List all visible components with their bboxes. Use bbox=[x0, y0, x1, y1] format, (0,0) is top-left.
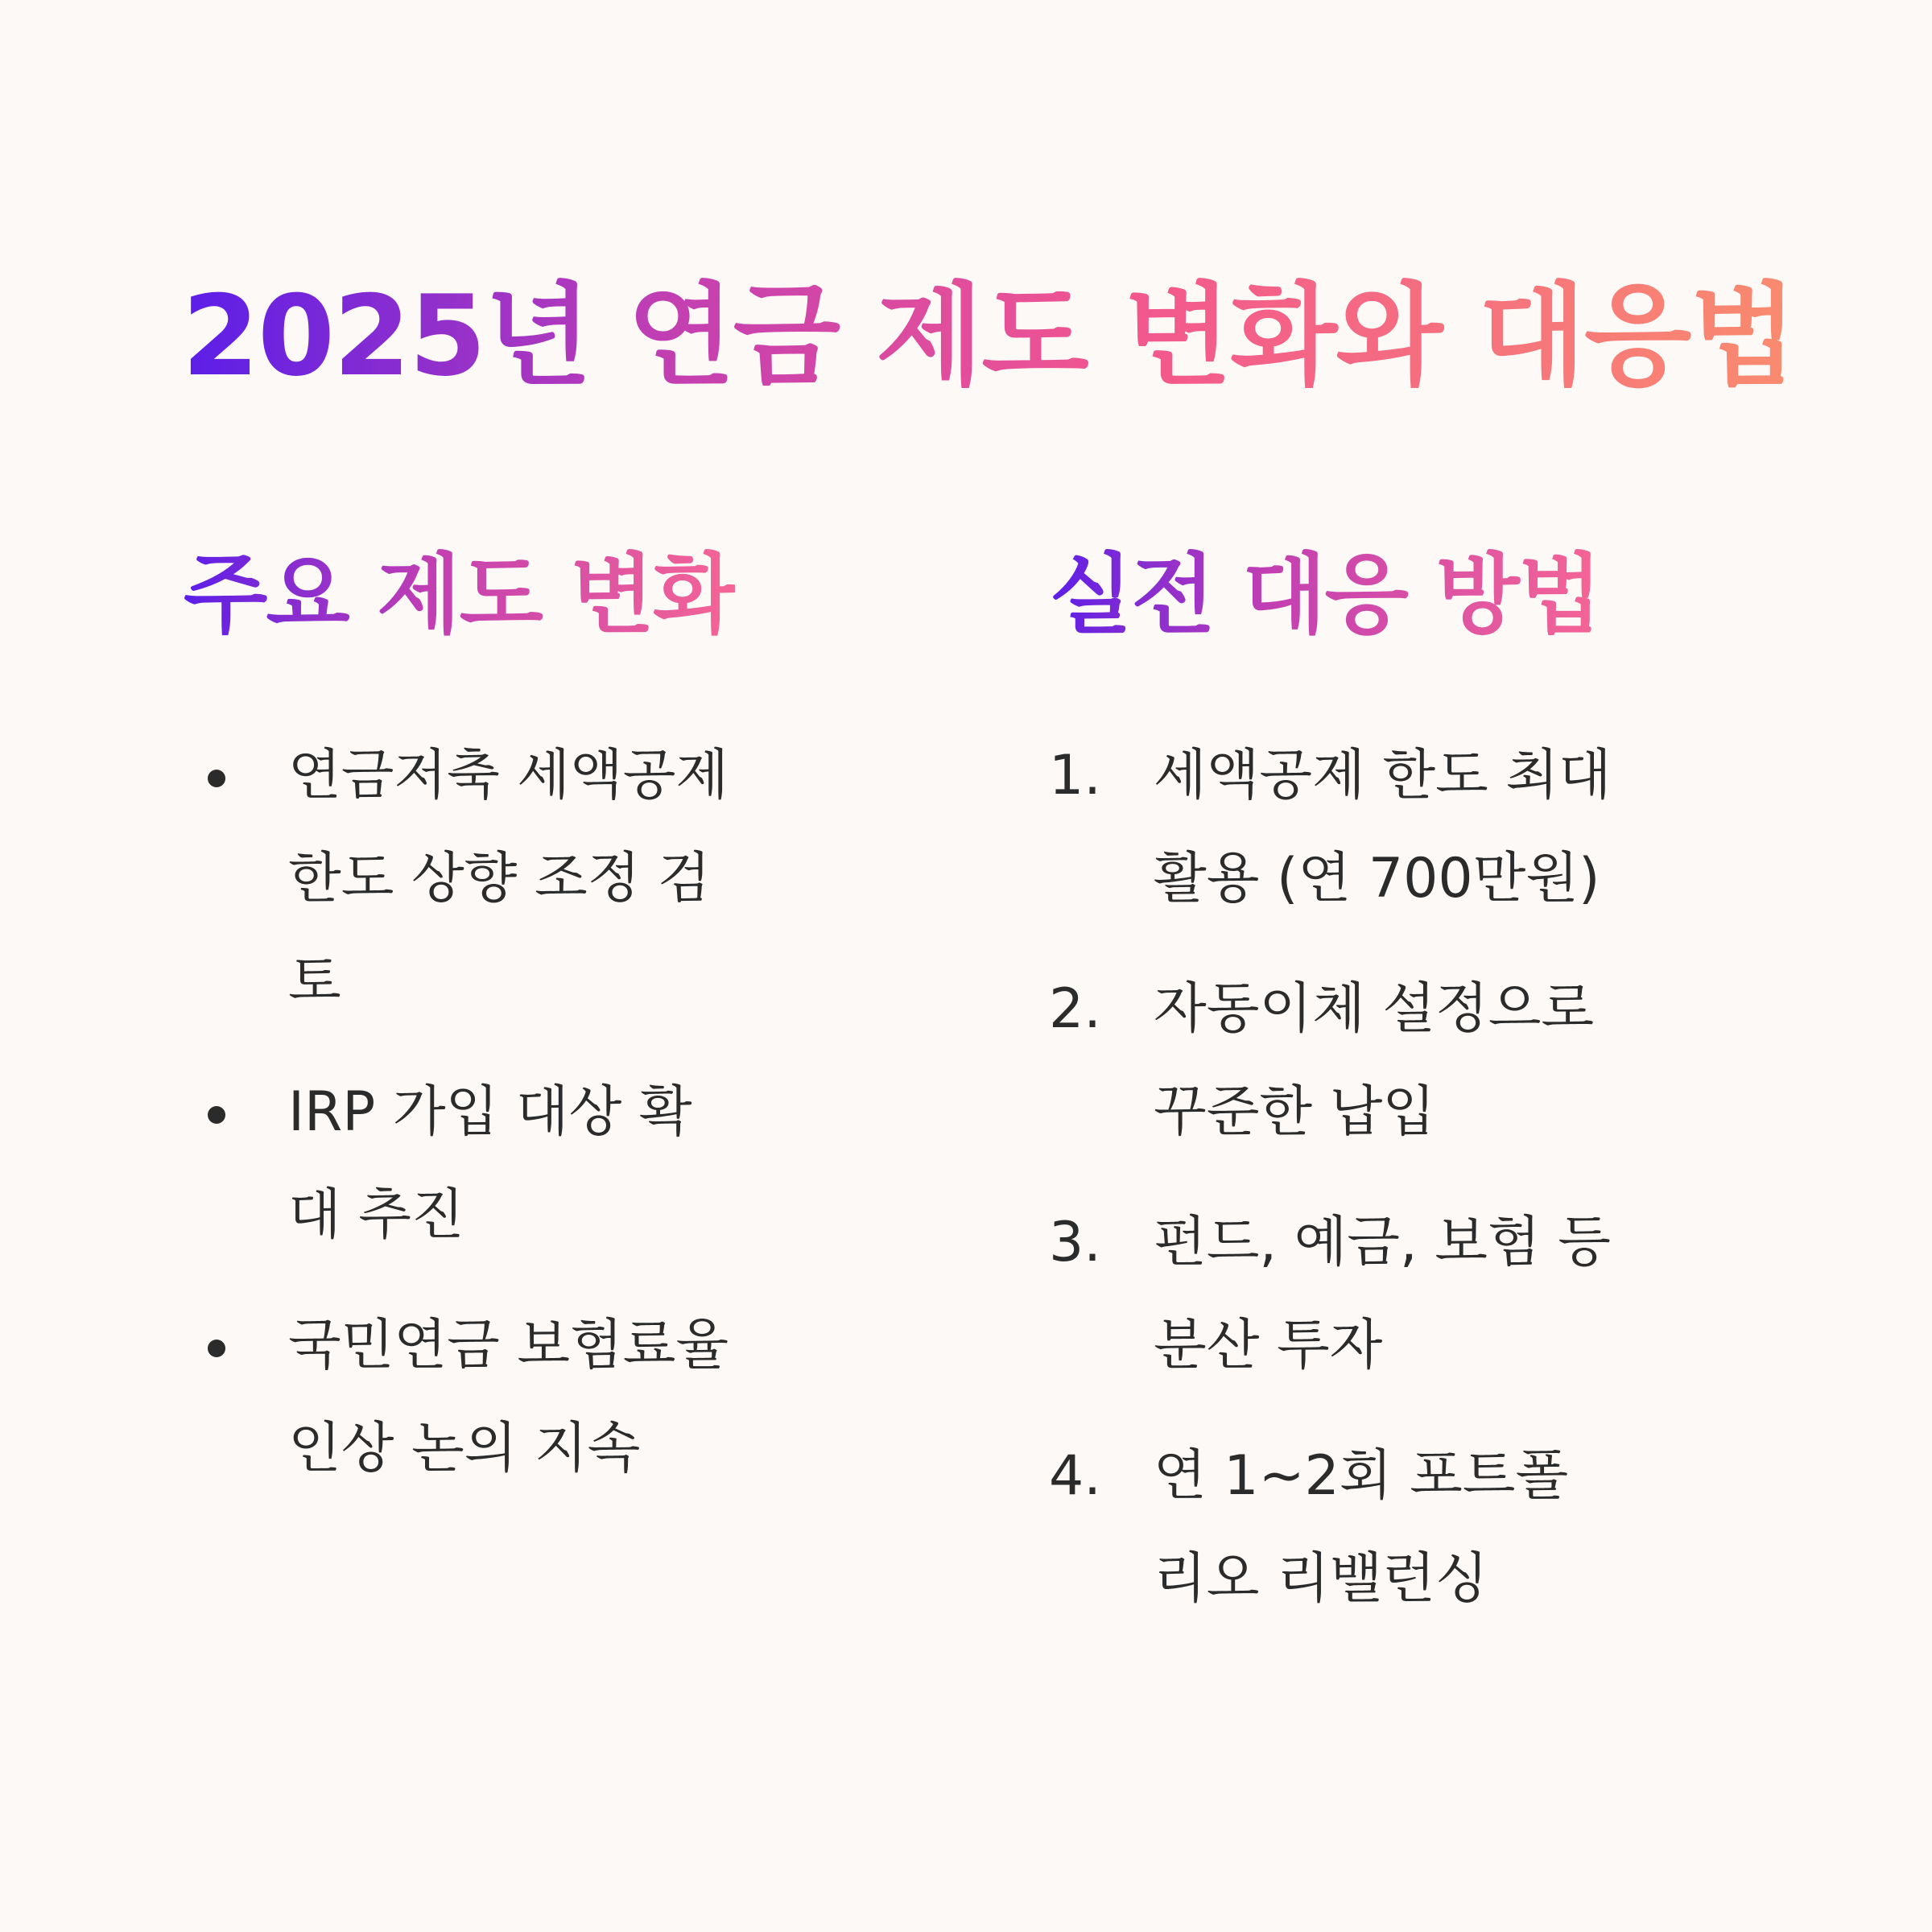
list-item-text: 연금저축 세액공제 한도 상향 조정 검토 bbox=[288, 744, 729, 1013]
list-item-text: 세액공제 한도 최대 활용 (연 700만원) bbox=[1154, 744, 1612, 910]
list-item bbox=[1049, 958, 1612, 1164]
list-item-number: 3. bbox=[1049, 1211, 1101, 1274]
page-title: 2025년 연금 제도 변화와 대응법 bbox=[182, 271, 1796, 401]
list-item bbox=[184, 1294, 739, 1501]
list-item-text: IRP 가입 대상 확대 추진 bbox=[288, 1080, 692, 1247]
policy-changes-list bbox=[184, 724, 739, 1528]
bullet-icon bbox=[208, 770, 225, 787]
list-item-number: 1. bbox=[1049, 744, 1101, 807]
right-column-heading: 실전 대응 방법 bbox=[1049, 543, 1600, 648]
list-item-text: 연 1~2회 포트폴리오 리밸런싱 bbox=[1154, 1444, 1569, 1611]
list-item-text: 펀드, 예금, 보험 등 분산 투자 bbox=[1154, 1211, 1611, 1377]
list-item-number: 4. bbox=[1049, 1444, 1101, 1508]
list-item-text: 자동이체 설정으로 꾸준한 납입 bbox=[1154, 977, 1595, 1144]
list-item bbox=[1049, 1425, 1612, 1631]
list-item-number: 2. bbox=[1049, 977, 1101, 1041]
left-column-heading: 주요 제도 변화 bbox=[184, 543, 735, 648]
list-item-text: 국민연금 보험료율 인상 논의 지속 bbox=[288, 1314, 729, 1480]
list-item bbox=[184, 1061, 739, 1267]
left-column bbox=[184, 543, 908, 1480]
action-steps-list bbox=[1049, 724, 1612, 1658]
bullet-icon bbox=[208, 1340, 225, 1357]
list-item bbox=[184, 724, 739, 1034]
right-column bbox=[1049, 543, 1773, 1611]
list-item bbox=[1049, 1191, 1612, 1397]
list-item bbox=[1049, 724, 1612, 931]
bullet-icon bbox=[208, 1106, 225, 1124]
